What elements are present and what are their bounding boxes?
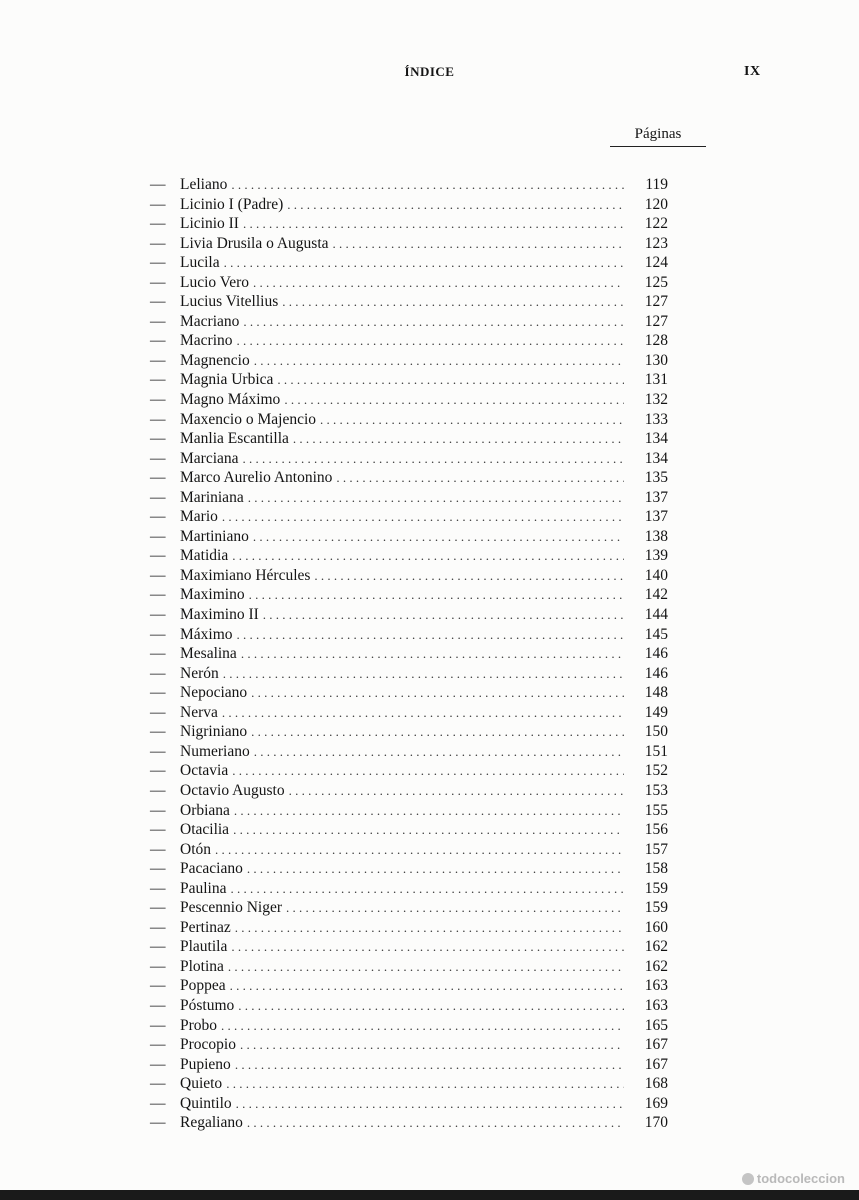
entry-dash: — [150,234,166,252]
dot-leader [237,625,624,645]
entry-page-number: 162 [644,938,668,956]
dot-leader [231,937,624,957]
entry-page-number: 169 [644,1094,668,1112]
entry-dash: — [150,1114,166,1132]
dot-leader [240,1035,624,1055]
entry-page-number: 158 [644,860,668,878]
entry-name: Máximo [180,625,233,643]
entry-page-number: 162 [644,957,668,975]
dot-leader [223,664,624,684]
index-entry [150,703,670,723]
entry-name: Marciana [180,449,239,467]
entry-page-number: 159 [644,899,668,917]
watermark [742,1171,845,1186]
index-entry [150,253,670,273]
index-entry [150,937,670,957]
entry-name: Paulina [180,879,227,897]
dot-leader [336,468,624,488]
dot-leader [277,370,624,390]
entry-dash: — [150,957,166,975]
entry-page-number: 135 [644,469,668,487]
index-entry [150,664,670,684]
entry-dash: — [150,879,166,897]
dot-leader [320,410,624,430]
dot-leader [287,195,624,215]
entry-page-number: 152 [644,762,668,780]
dot-leader [235,1055,624,1075]
entry-name: Nerón [180,664,219,682]
entry-dash: — [150,391,166,409]
entry-dash: — [150,781,166,799]
entry-dash: — [150,312,166,330]
dot-leader [251,683,624,703]
entry-name: Manlia Escantilla [180,430,289,448]
entry-page-number: 150 [644,723,668,741]
entry-dash: — [150,742,166,760]
entry-page-number: 145 [644,625,668,643]
index-entry [150,840,670,860]
index-entry [150,566,670,586]
index-entry [150,175,670,195]
dot-leader [286,898,624,918]
entry-dash: — [150,1036,166,1054]
index-entry [150,644,670,664]
entry-name: Martiniano [180,527,249,545]
index-entry [150,1055,670,1075]
dot-leader [254,351,624,371]
entry-name: Magnia Urbica [180,371,274,389]
entry-dash: — [150,195,166,213]
entry-page-number: 132 [644,391,668,409]
running-head-title: ÍNDICE [404,64,455,79]
index-entry [150,546,670,566]
dot-leader [222,703,624,723]
entry-name: Otón [180,840,211,858]
index-entry [150,429,670,449]
entry-name: Octavia [180,762,229,780]
entry-name: Marco Aurelio Antonino [180,469,333,487]
entry-page-number: 163 [644,977,668,995]
dot-leader [228,957,624,977]
entry-page-number: 144 [644,606,668,624]
entry-page-number: 130 [644,351,668,369]
entry-name: Maxencio o Majencio [180,410,317,428]
entry-dash: — [150,332,166,350]
dot-leader [248,488,624,508]
index-entry [150,742,670,762]
entry-page-number: 165 [644,1016,668,1034]
dot-leader [224,253,624,273]
entry-page-number: 133 [644,410,668,428]
index-entry [150,312,670,332]
entry-dash: — [150,527,166,545]
entry-dash: — [150,371,166,389]
entry-dash: — [150,840,166,858]
dot-leader [282,292,624,312]
dot-leader [333,234,624,254]
index-entry [150,195,670,215]
dot-leader [243,312,624,332]
entry-dash: — [150,1016,166,1034]
dot-leader [221,1016,624,1036]
dot-leader [231,879,625,899]
dot-leader [289,781,624,801]
entry-page-number: 167 [644,1055,668,1073]
entry-dash: — [150,351,166,369]
index-entry [150,1035,670,1055]
entry-page-number: 131 [644,371,668,389]
index-entry [150,507,670,527]
entry-page-number: 156 [644,821,668,839]
dot-leader [247,859,624,879]
entry-dash: — [150,606,166,624]
entry-name: Procopio [180,1036,236,1054]
entry-name: Quieto [180,1075,223,1093]
dot-leader [314,566,624,586]
entry-name: Maximino [180,586,245,604]
entry-page-number: 155 [644,801,668,819]
dot-leader [232,546,624,566]
dot-leader [253,273,624,293]
entry-page-number: 138 [644,527,668,545]
dot-leader [284,390,624,410]
index-entry [150,1113,670,1133]
entry-name: Orbiana [180,801,230,819]
index-entry [150,781,670,801]
dot-leader [251,722,624,742]
entry-name: Mario [180,508,218,526]
entry-dash: — [150,1094,166,1112]
entry-dash: — [150,918,166,936]
dot-leader [231,175,624,195]
dot-leader [236,1094,624,1114]
dot-leader [293,429,624,449]
index-entry [150,859,670,879]
index-entry [150,1074,670,1094]
entry-name: Macriano [180,312,240,330]
entry-page-number: 149 [644,703,668,721]
index-entry [150,1094,670,1114]
index-entry [150,605,670,625]
entry-dash: — [150,645,166,663]
entry-dash: — [150,547,166,565]
dot-leader [243,449,624,469]
entry-name: Probo [180,1016,218,1034]
entry-name: Regaliano [180,1114,243,1132]
entry-dash: — [150,1075,166,1093]
entry-page-number: 120 [644,195,668,213]
dot-leader [249,585,624,605]
entry-name: Otacilia [180,821,230,839]
dot-leader [243,214,624,234]
dot-leader [241,644,624,664]
entry-dash: — [150,469,166,487]
entry-page-number: 137 [644,508,668,526]
entry-dash: — [150,801,166,819]
entry-name: Lucius Vitellius [180,293,279,311]
entry-page-number: 159 [644,879,668,897]
entry-name: Poppea [180,977,226,995]
entry-dash: — [150,566,166,584]
entry-page-number: 168 [644,1075,668,1093]
entry-page-number: 127 [644,312,668,330]
entry-name: Quintilo [180,1094,232,1112]
index-entry [150,585,670,605]
entry-page-number: 125 [644,273,668,291]
index-entry-list [150,175,670,1133]
entry-name: Leliano [180,176,228,193]
index-entry [150,273,670,293]
index-entry [150,351,670,371]
entry-name: Macrino [180,332,233,350]
dot-leader [215,840,624,860]
entry-dash: — [150,410,166,428]
entry-page-number: 153 [644,781,668,799]
entry-dash: — [150,273,166,291]
entry-dash: — [150,176,166,193]
entry-dash: — [150,430,166,448]
entry-name: Magnencio [180,351,250,369]
entry-name: Nepociano [180,684,248,702]
index-entry [150,683,670,703]
entry-dash: — [150,488,166,506]
entry-name: Mesalina [180,645,237,663]
entry-name: Octavio Augusto [180,781,285,799]
entry-page-number: 146 [644,664,668,682]
entry-name: Maximiano Hércules [180,566,311,584]
entry-name: Plotina [180,957,224,975]
dot-leader [235,918,624,938]
entry-name: Póstumo [180,996,235,1014]
entry-page-number: 142 [644,586,668,604]
entry-dash: — [150,254,166,272]
index-entry [150,410,670,430]
entry-name: Nerva [180,703,218,721]
index-entry [150,468,670,488]
index-entry [150,879,670,899]
index-entry [150,722,670,742]
entry-page-number: 167 [644,1036,668,1054]
dot-leader [237,331,624,351]
index-entry [150,370,670,390]
index-entry [150,918,670,938]
entry-dash: — [150,625,166,643]
entry-page-number: 123 [644,234,668,252]
entry-page-number: 146 [644,645,668,663]
dot-leader [232,761,624,781]
watermark-text: todocoleccion [756,1171,845,1186]
entry-name: Nigriniano [180,723,248,741]
entry-name: Livia Drusila o Augusta [180,234,329,252]
entry-dash: — [150,586,166,604]
entry-name: Maximino II [180,606,259,624]
entry-page-number: 140 [644,566,668,584]
entry-dash: — [150,938,166,956]
dot-leader [233,820,624,840]
index-entry [150,214,670,234]
entry-dash: — [150,449,166,467]
entry-name: Mariniana [180,488,244,506]
index-entry [150,996,670,1016]
entry-dash: — [150,664,166,682]
index-entry [150,957,670,977]
entry-name: Lucila [180,254,220,272]
entry-dash: — [150,977,166,995]
entry-dash: — [150,723,166,741]
dot-leader [222,507,624,527]
entry-dash: — [150,508,166,526]
index-entry [150,292,670,312]
entry-dash: — [150,1055,166,1073]
entry-dash: — [150,860,166,878]
scan-edge-bar [0,1190,859,1200]
dot-leader [234,801,624,821]
index-entry [150,527,670,547]
entry-page-number: 157 [644,840,668,858]
entry-page-number: 134 [644,430,668,448]
entry-name: Numeriano [180,742,250,760]
pages-column-header: Páginas [610,126,706,147]
page-number: IX [744,64,761,79]
entry-name: Pupieno [180,1055,231,1073]
entry-dash: — [150,762,166,780]
entry-name: Matidia [180,547,229,565]
index-entry [150,898,670,918]
entry-name: Pacaciano [180,860,243,878]
index-entry [150,820,670,840]
dot-leader [230,976,624,996]
entry-page-number: 119 [645,176,668,193]
entry-name: Lucio Vero [180,273,250,291]
entry-page-number: 148 [644,684,668,702]
entry-page-number: 124 [644,254,668,272]
index-entry [150,625,670,645]
index-entry [150,761,670,781]
dot-leader [238,996,624,1016]
entry-page-number: 163 [644,996,668,1014]
entry-dash: — [150,996,166,1014]
entry-page-number: 128 [644,332,668,350]
entry-name: Pescennio Niger [180,899,283,917]
index-entry [150,234,670,254]
index-entry [150,449,670,469]
entry-name: Plautila [180,938,228,956]
index-entry [150,976,670,996]
entry-page-number: 170 [644,1114,668,1132]
index-entry [150,488,670,508]
entry-dash: — [150,703,166,721]
entry-name: Licinio II [180,215,239,233]
index-entry [150,390,670,410]
entry-dash: — [150,821,166,839]
entry-page-number: 137 [644,488,668,506]
entry-page-number: 139 [644,547,668,565]
index-entry [150,1016,670,1036]
dot-leader [253,527,624,547]
entry-name: Pertinaz [180,918,231,936]
entry-name: Licinio I (Padre) [180,195,284,213]
entry-page-number: 122 [644,215,668,233]
entry-page-number: 134 [644,449,668,467]
entry-name: Magno Máximo [180,391,281,409]
index-entry [150,331,670,351]
entry-page-number: 160 [644,918,668,936]
dot-leader [263,605,624,625]
dot-leader [247,1113,624,1133]
entry-page-number: 151 [644,742,668,760]
dot-leader [254,742,624,762]
watermark-logo-icon [742,1173,754,1185]
index-entry [150,801,670,821]
dot-leader [226,1074,624,1094]
entry-dash: — [150,215,166,233]
entry-dash: — [150,293,166,311]
entry-page-number: 127 [644,293,668,311]
entry-dash: — [150,684,166,702]
entry-dash: — [150,899,166,917]
